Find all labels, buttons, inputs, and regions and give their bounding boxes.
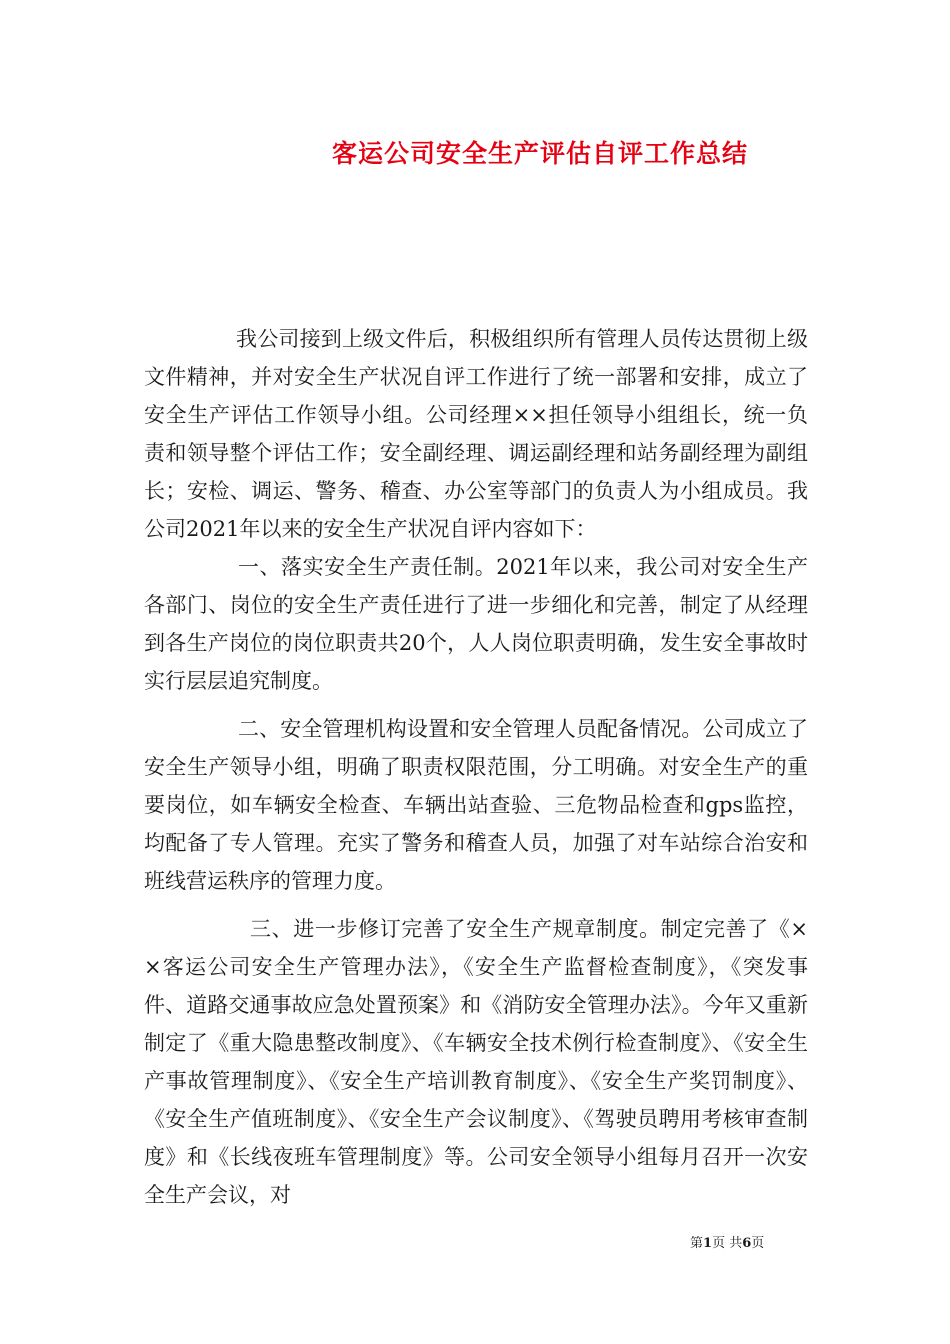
document-title: 客运公司安全生产评估自评工作总结 [331, 139, 748, 168]
paragraph-intro: 我公司接到上级文件后，积极组织所有管理人员传达贯彻上级文件精神，并对安全生产状况自评工作进行了统一部署和安排，成立了安全生产评估工作领导小组。公司经理××担任领导小组组长，统一负责和领导整个评估工作；安全副经理、调运副经理和站务副经理为副组长；安检、调运、警务、稽查、办公室等部门的负责人为小组成员。我公司2021年以来的安全生产状况自评内容如下： [144, 327, 808, 541]
document-body [144, 320, 808, 1214]
paragraph-section-1: 一、落实安全生产责任制。2021年以来，我公司对安全生产各部门、岗位的安全生产责任进行了进一步细化和完善，制定了从经理到各生产岗位的岗位职责共20个，人人岗位职责明确，发生安全事故时实行层层追究制度。 [144, 555, 808, 693]
total-page-number: 6 [742, 1236, 752, 1251]
footer-suffix: 页 [751, 1236, 765, 1251]
page-number-footer [690, 1232, 850, 1251]
footer-prefix: 第 [690, 1236, 704, 1251]
paragraph-section-3: 三、进一步修订完善了安全生产规章制度。制定完善了《××客运公司安全生产管理办法》，《安全生产监督检查制度》，《突发事件、道路交通事故应急处置预案》和《消防安全管理办法》。今年又重新制定了《重大隐患整改制度》、《车辆安全技术例行检查制度》、《安全生产事故管理制度》、《安全生产培训教育制度》、《安全生产奖罚制度》、《安全生产值班制度》、《安全生产会议制度》、《驾驶员聘用考核审查制度》和《长线夜班车管理制度》等。公司安全领导小组每月召开一次安全生产会议，对 [144, 917, 808, 1207]
current-page-number: 1 [703, 1236, 713, 1251]
footer-middle: 页 共 [712, 1236, 743, 1251]
paragraph-section-2: 二、安全管理机构设置和安全管理人员配备情况。公司成立了安全生产领导小组，明确了职责权限范围，分工明确。对安全生产的重要岗位，如车辆安全检查、车辆出站查验、三危物品检查和gps监控，均配备了专人管理。充实了警务和稽查人员，加强了对车站综合治安和班线营运秩序的管理力度。 [144, 717, 808, 893]
